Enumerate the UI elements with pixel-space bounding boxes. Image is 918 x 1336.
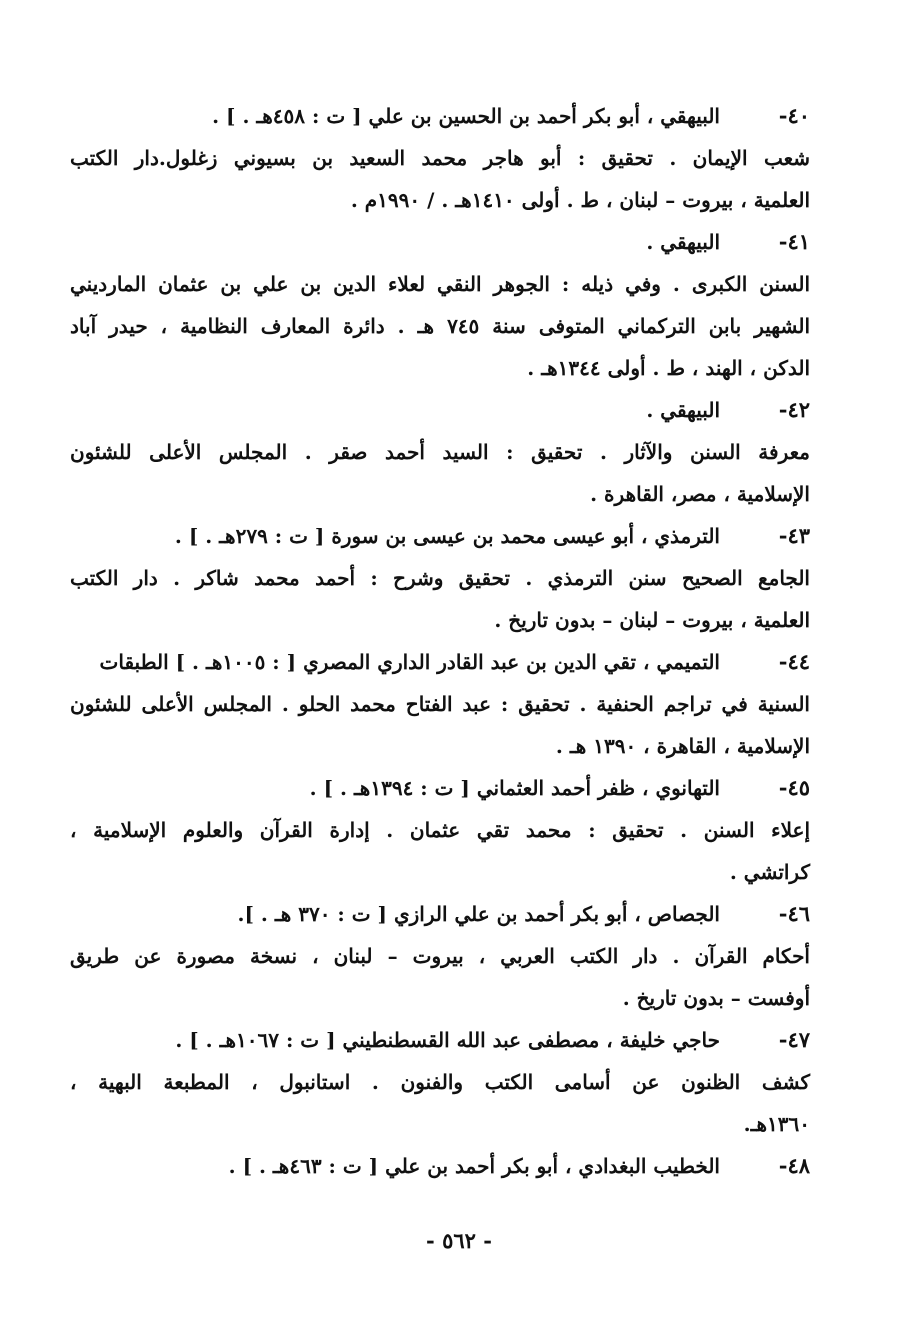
entry-author: الترمذي ، أبو عيسى محمد بن عيسى بن سورة [ ت : ٢٧٩هـ . ] . [174,524,720,548]
entry-line: كشف الظنون عن أسامى الكتب والفنون . استانبول ، المطبعة البهية ، [70,1070,810,1094]
bibliography-entry-47 [70,1019,810,1145]
entry-author: البيهقي ، أبو بكر أحمد بن الحسين بن علي [ ت : ٤٥٨هـ . ] . [212,104,720,128]
entry-line: العلمية ، بيروت – لبنان – بدون تاريخ . [494,608,810,632]
bibliography-entry-42 [70,389,810,515]
entry-number: ٤٣- [778,523,810,548]
entry-line: أحكام القرآن . دار الكتب العربي ، بيروت – لبنان ، نسخة مصورة عن طريق [70,944,810,968]
bibliography-list [70,95,810,1187]
entry-line: العلمية ، بيروت – لبنان ، ط . أولى ١٤١٠هـ . / ١٩٩٠م . [350,188,810,212]
entry-line: السنية في تراجم الحنفية . تحقيق : عبد الفتاح محمد الحلو . المجلس الأعلى للشئون [70,692,810,716]
page-number: - ٥٦٢ - [426,1228,492,1253]
entry-line: ١٣٦٠هـ. [743,1112,810,1136]
bibliography-entry-45 [70,767,810,893]
entry-author: التهانوي ، ظفر أحمد العثماني [ ت : ١٣٩٤هـ . ] . [309,776,720,800]
entry-author: التميمي ، تقي الدين بن عبد القادر الداري المصري [ : ١٠٠٥هـ . ] الطبقات [99,650,720,674]
entry-line: كراتشي . [729,860,810,884]
entry-number: ٤٥- [778,775,810,800]
entry-line: معرفة السنن والآثار . تحقيق : السيد أحمد صقر . المجلس الأعلى للشئون [70,440,810,464]
entry-author: حاجي خليفة ، مصطفى عبد الله القسطنطيني [ ت : ١٠٦٧هـ . ] . [175,1028,720,1052]
entry-number: ٤٧- [778,1027,810,1052]
entry-author: الخطيب البغدادي ، أبو بكر أحمد بن علي [ ت : ٤٦٣هـ . ] . [228,1154,720,1178]
entry-number: ٤٠- [778,103,810,128]
bibliography-entry-43 [70,515,810,641]
entry-number: ٤٨- [778,1153,810,1178]
bibliography-entry-44 [70,641,810,767]
entry-author: الجصاص ، أبو بكر أحمد بن علي الرازي [ ت : ٣٧٠ هـ . ]. [237,902,720,926]
entry-line: الإسلامية ، القاهرة ، ١٣٩٠ هـ . [555,734,810,758]
entry-author: البيهقي . [646,230,720,254]
entry-line: الشهير بابن التركماني المتوفى سنة ٧٤٥ هـ . دائرة المعارف النظامية ، حيدر آباد [70,314,810,338]
bibliography-entry-41 [70,221,810,389]
bibliography-entry-40 [70,95,810,221]
entry-line: أوفست – بدون تاريخ . [622,986,810,1010]
entry-number: ٤٦- [778,901,810,926]
entry-line: الإسلامية ، مصر، القاهرة . [590,482,810,506]
entry-line: الجامع الصحيح سنن الترمذي . تحقيق وشرح : أحمد محمد شاكر . دار الكتب [70,566,810,590]
entry-line: السنن الكبرى . وفي ذيله : الجوهر النقي لعلاء الدين بن علي بن عثمان المارديني [70,272,810,296]
bibliography-entry-48 [70,1145,810,1187]
entry-line: الدكن ، الهند ، ط . أولى ١٣٤٤هـ . [527,356,810,380]
entry-line: شعب الإيمان . تحقيق : أبو هاجر محمد السعيد بن بسيوني زغلول.دار الكتب [70,146,810,170]
entry-author: البيهقي . [646,398,720,422]
bibliography-entry-46 [70,893,810,1019]
entry-number: ٤٢- [778,397,810,422]
entry-number: ٤٤- [778,649,810,674]
entry-line: إعلاء السنن . تحقيق : محمد تقي عثمان . إدارة القرآن والعلوم الإسلامية ، [70,818,810,842]
entry-number: ٤١- [778,229,810,254]
